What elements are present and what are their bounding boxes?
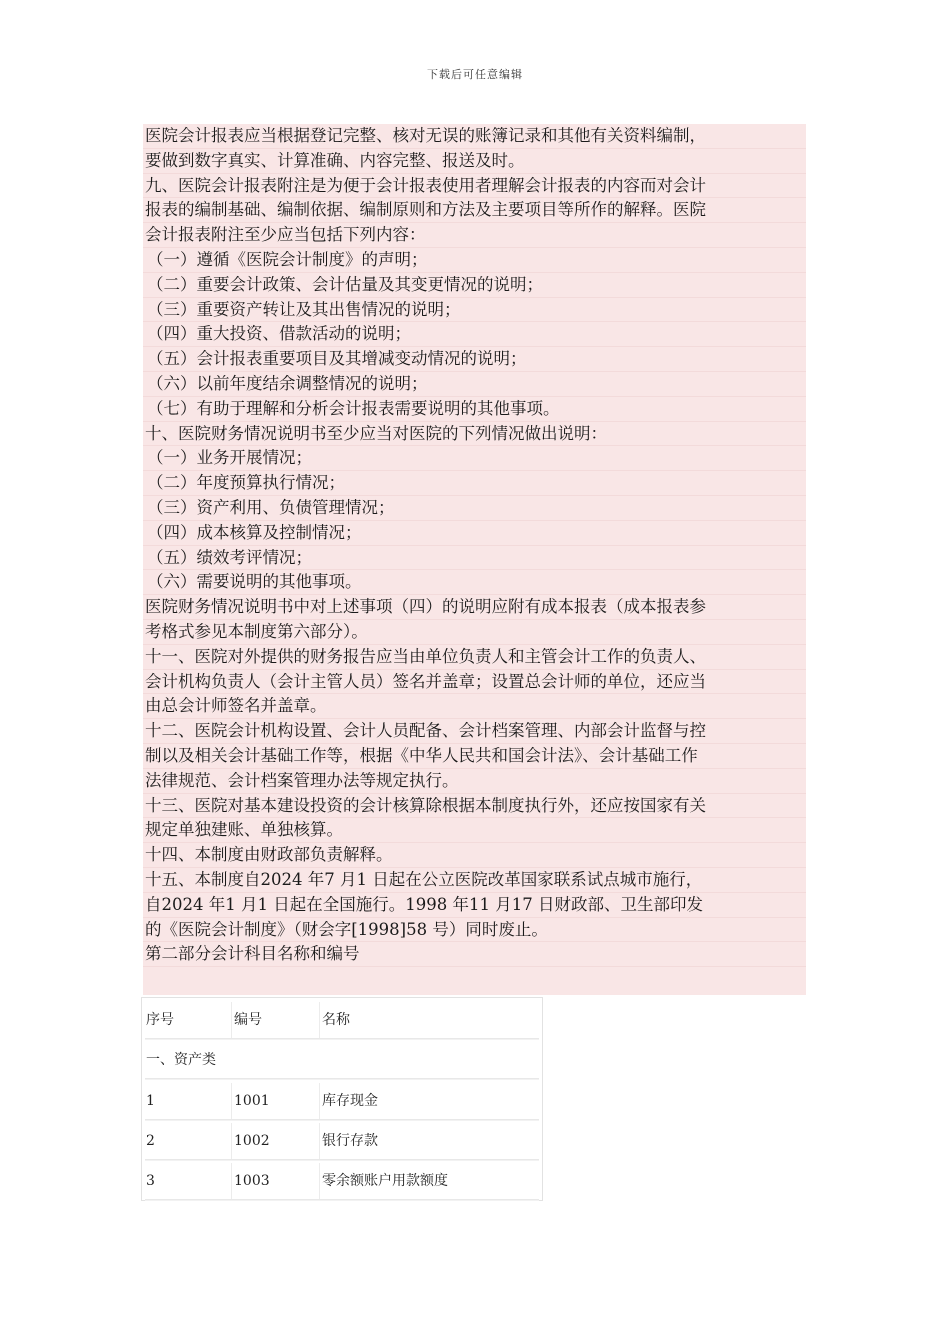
list-item: （二）重要会计政策、会计估量及其变更情况的说明；	[143, 273, 806, 298]
document-body	[143, 124, 806, 995]
list-item: （一）业务开展情况；	[143, 446, 806, 471]
paragraph-line: 十、医院财务情况说明书至少应当对医院的下列情况做出说明：	[143, 422, 806, 447]
paragraph-line: 医院会计报表应当根据登记完整、核对无误的账簿记录和其他有关资料编制，	[143, 124, 806, 149]
row-code: 1003	[234, 1173, 270, 1189]
paragraph-line: 要做到数字真实、计算准确、内容完整、报送及时。	[143, 149, 806, 174]
list-item: （五）绩效考评情况；	[143, 546, 806, 571]
paragraph-line: 十五、本制度自2024 年7 月1 日起在公立医院改革国家联系试点城市施行，	[143, 868, 806, 893]
list-item: （一）遵循《医院会计制度》的声明；	[143, 248, 806, 273]
paragraph-line: 十一、医院对外提供的财务报告应当由单位负责人和主管会计工作的负责人、	[143, 645, 806, 670]
page-header: 下载后可任意编辑	[427, 68, 523, 81]
row-code: 1001	[234, 1093, 270, 1109]
list-item: （四）成本核算及控制情况；	[143, 521, 806, 546]
row-serial: 3	[146, 1173, 155, 1189]
list-item: （二）年度预算执行情况；	[143, 471, 806, 496]
table-row	[145, 1163, 539, 1200]
paragraph-line: 会计机构负责人（会计主管人员）签名并盖章；设置总会计师的单位，还应当	[143, 670, 806, 695]
table-row	[145, 1083, 539, 1120]
paragraph-line: 报表的编制基础、编制依据、编制原则和方法及主要项目等所作的解释。医院	[143, 198, 806, 223]
paragraph-line: 的《医院会计制度》（财会字[1998]58 号）同时废止。	[143, 918, 806, 943]
paragraph-line: 医院财务情况说明书中对上述事项（四）的说明应附有成本报表（成本报表参	[143, 595, 806, 620]
row-code: 1002	[234, 1133, 270, 1149]
list-item: （四）重大投资、借款活动的说明；	[143, 322, 806, 347]
header-code: 编号	[234, 1012, 262, 1028]
section-heading: 第二部分会计科目名称和编号	[143, 942, 806, 967]
account-code-table	[141, 997, 543, 1201]
list-item: （三）资产利用、负债管理情况；	[143, 496, 806, 521]
list-item: （六）以前年度结余调整情况的说明；	[143, 372, 806, 397]
list-item: （五）会计报表重要项目及其增减变动情况的说明；	[143, 347, 806, 372]
paragraph-line: 九、医院会计报表附注是为便于会计报表使用者理解会计报表的内容而对会计	[143, 174, 806, 199]
paragraph-line: 会计报表附注至少应当包括下列内容：	[143, 223, 806, 248]
row-serial: 2	[146, 1133, 155, 1149]
paragraph-line: 考格式参见本制度第六部分）。	[143, 620, 806, 645]
table-header-row	[145, 1002, 539, 1039]
row-name: 零余额账户用款额度	[322, 1173, 448, 1189]
paragraph-line: 十三、医院对基本建设投资的会计核算除根据本制度执行外，还应按国家有关	[143, 794, 806, 819]
row-serial: 1	[146, 1093, 155, 1109]
paragraph-line: 规定单独建账、单独核算。	[143, 818, 806, 843]
row-name: 银行存款	[322, 1133, 378, 1149]
paragraph-line: 由总会计师签名并盖章。	[143, 694, 806, 719]
list-item: （三）重要资产转让及其出售情况的说明；	[143, 298, 806, 323]
paragraph-line: 自2024 年1 月1 日起在全国施行。1998 年11 月17 日财政部、卫生部印发	[143, 893, 806, 918]
header-name: 名称	[322, 1012, 350, 1028]
header-serial: 序号	[146, 1012, 174, 1028]
list-item: （七）有助于理解和分析会计报表需要说明的其他事项。	[143, 397, 806, 422]
section-label: 一、资产类	[146, 1052, 216, 1068]
row-name: 库存现金	[322, 1093, 378, 1109]
paragraph-line: 十四、本制度由财政部负责解释。	[143, 843, 806, 868]
paragraph-line: 十二、医院会计机构设置、会计人员配备、会计档案管理、内部会计监督与控	[143, 719, 806, 744]
table-row	[145, 1123, 539, 1160]
paragraph-line: 法律规范、会计档案管理办法等规定执行。	[143, 769, 806, 794]
list-item: （六）需要说明的其他事项。	[143, 570, 806, 595]
table-section-row	[145, 1042, 539, 1079]
paragraph-line: 制以及相关会计基础工作等，根据《中华人民共和国会计法》、会计基础工作	[143, 744, 806, 769]
